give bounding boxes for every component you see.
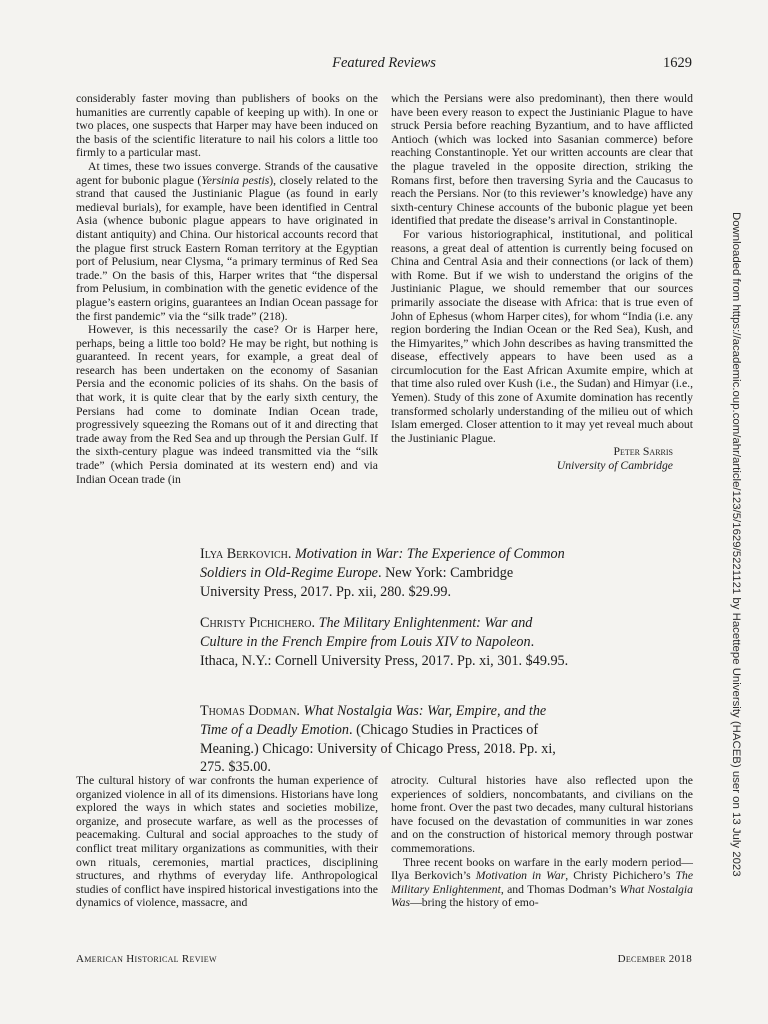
column-left-top <box>76 92 378 486</box>
column-left-bottom <box>76 774 378 910</box>
book-citation <box>200 545 572 601</box>
paragraph: Three recent books on warfare in the early modern period—Ilya Berkovich’s Motivation in War, Christy Pichichero’s The Military Enlightenment, and Thomas Dodman’s What Nostalgia Was—bring the history of emo- <box>391 855 694 910</box>
paragraph: For various historiographical, institutional, and political reasons, a great deal of attention is currently being focused on China and Central Asia and their connections (or lack of them) with Rome. But if we wish to understand the origins of the Justinianic Plague, we should remember that our sources primarily associate the disease with Africa: that is true even of John of Ephesus (whom Harper cites), for whom “India (i.e. any region bordering the Indian Ocean or the Red Sea), Kush, and the Himyarites,” which John describes as having transmitted the disease, effectively appears to have been used as a circumlocution for the East African Axumite empire, which at that time also ruled over Kush (i.e., the Sudan) and Himyar (i.e., Yemen). Study of this zone of Axumite domination has recently transformed scholarly understanding of the milieu out of which Islam emerged. Closer attention to it may yet reveal much about the Justinianic Plague. <box>391 227 693 445</box>
book-author: Ilya Berkovich. <box>200 546 292 562</box>
book-title: What Nostalgia Was: War, Empire, and the Time of a Deadly Emotion <box>200 703 547 738</box>
book-details: . New York: Cambridge University Press, 2017. Pp. xii, 280. $29.99. <box>200 564 514 600</box>
book-details: . (Chicago Studies in Practices of Meaning.) Chicago: University of Chicago Press, 2018. Pp. xi, 275. $35.00. <box>200 721 556 776</box>
reviewer-name: Peter Sarris <box>613 445 673 459</box>
column-right-top <box>391 92 693 473</box>
book-title: Motivation in War: The Experience of Common Soldiers in Old-Regime Europe <box>200 546 565 581</box>
paragraph: which the Persians were also predominant), then there would have been every reason to expect the Justinianic Plague to have struck Persia before reaching Byzantium, and to have afflicted Antioch (which was locked into Sasanian commerce) before reaching Constantinople. Yet our written accounts are clear that the plague traveled in the opposite direction, striking the Romans first, before then traversing Syria and the Caucasus to reach the Persians. Nor (to this reviewer’s knowledge) have any sixth-century Chinese accounts of the bubonic plague yet been identified that predate the disease’s arrival in Constantinople. <box>391 92 693 228</box>
book-details: . Ithaca, N.Y.: Cornell University Press, 2017. Pp. xi, 301. $49.95. <box>200 633 569 669</box>
column-right-bottom <box>391 774 693 910</box>
reviewer-institution: University of Cambridge <box>556 459 673 473</box>
book-author: Christy Pichichero. <box>200 615 316 631</box>
download-notice: Downloaded from https://academic.oup.com/ahr/article/123/5/1629/5221121 by Hacettepe University (HACEB) user on 13 July 2023 <box>730 212 742 877</box>
page-number: 1629 <box>663 55 692 71</box>
footer-date: December 2018 <box>617 953 692 965</box>
book-title: The Military Enlightenment: War and Culture in the French Empire from Louis XIV to Napoleon <box>200 615 533 650</box>
footer-journal: American Historical Review <box>76 953 217 965</box>
book-author: Thomas Dodman. <box>200 703 300 719</box>
book-citation <box>200 614 572 670</box>
book-citation <box>200 702 572 777</box>
paragraph: considerably faster moving than publishers of books on the humanities are currently capable of keeping up with). In one or two places, one suspects that Harper may have been induced on the basis of the scientific literature to nail his colors a little too firmly to a particular mast. <box>76 92 378 160</box>
paragraph: However, is this necessarily the case? Or is Harper here, perhaps, being a little too bold? He may be right, but nothing is guaranteed. In recent years, for example, a great deal of research has been undertaken on the economy of Sasanian Persia and the economic policies of its shahs. On the basis of that work, it is quite clear that by the early sixth century, the Persians had come to dominate Indian Ocean trade, progressively squeezing the Romans out of it and directing that trade away from the Red Sea and up through the Persian Gulf. If the sixth-century plague was indeed transmitted via the “silk trade” (which Persia dominated at its western end) and via Indian Ocean trade (in <box>76 323 378 486</box>
paragraph: The cultural history of war confronts the human experience of organized violence in all of its dimensions. Historians have long explored the ways in which states and societies mobilize, organize, and prosecute warfare, as well as the processes of peacemaking. Cultural and social approaches to the study of conflict treat military organizations as communities, with their own rituals, ceremonies, martial practices, disciplining structures, and rhythms of everyday life. Anthropological studies of conflict have inspired historical investigations into the dynamics of violence, massacre, and <box>76 774 378 910</box>
running-header-title: Featured Reviews <box>332 55 436 71</box>
paragraph: At times, these two issues converge. Strands of the causative agent for bubonic plague (Yersinia pestis), closely related to the strand that caused the Justinianic Plague (as found in early medieval burials), for example, have been identified in Central Asia (whence bubonic plague appears to have originated in distant antiquity) and China. Our historical accounts record that the plague first struck Eastern Roman territory at the Egyptian port of Pelusium, near Clysma, “a primary terminus of Red Sea trade.” On the basis of this, Harper writes that “the dispersal from Pelusium, in combination with the genetic evidence of the plague’s eastern origins, guarantees an Indian Ocean passage for the first pandemic” via the “silk trade” (218). <box>76 159 378 323</box>
paragraph: atrocity. Cultural histories have also reflected upon the experiences of soldiers, noncombatants, and civilians on the home front. Over the past two decades, many cultural historians have focused on the devastation of communities in war zones and on the construction of historical memory through postwar commemorations. <box>391 774 693 855</box>
